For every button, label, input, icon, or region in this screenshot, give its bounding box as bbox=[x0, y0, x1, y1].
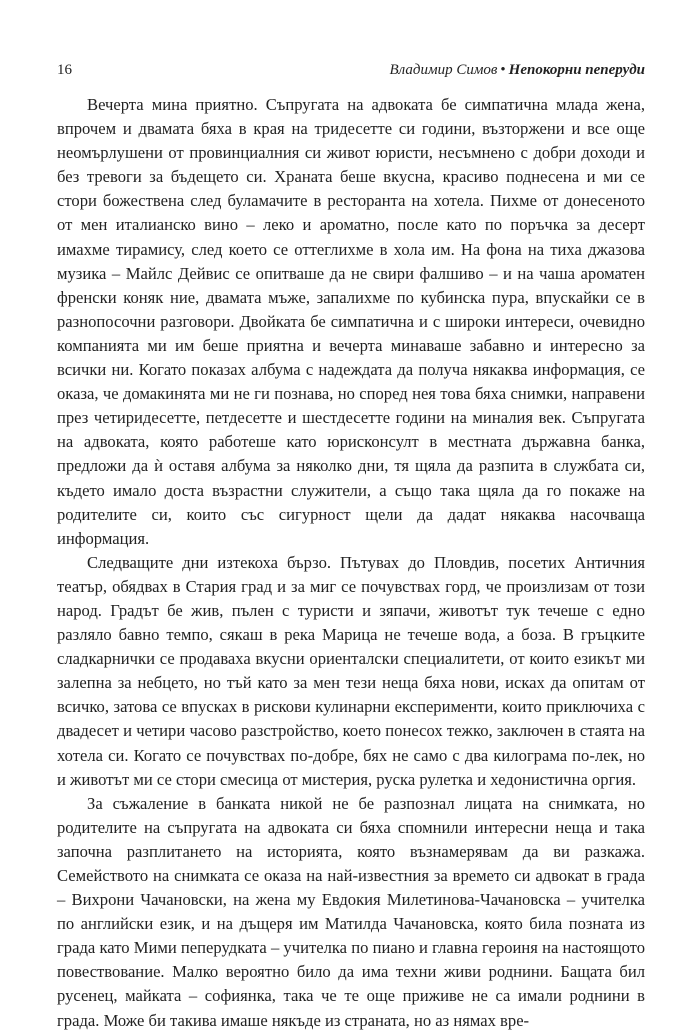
book-title: Непокорни пеперуди bbox=[508, 62, 645, 78]
paragraph: За съжаление в банката никой не бе разпознал лицата на снимката, но родителите на съпругата на адвоката си бяха спомнили интересни неща и така започна разплитането на историята, която възнамерявам да ви разкажа. Семейството на снимката се оказа на най-известния за времето си адвокат в града – Вихрони Чачановски, на жена му Евдокия Милетинова-Чачановска – учителка по английски език, и на дъщеря им Матилда Чачановска, която била позната из града като Мими пеперудката – учителка по пиано и главна героиня на настоящото повествование. Малко вероятно било да има техни живи роднини. Бащата бил русенец, майката – софиянка, така че те още приживе не са имали роднини в града. Може би такива имаше някъде из страната, но аз нямах вре- bbox=[57, 793, 645, 1030]
body-text bbox=[57, 93, 645, 1033]
paragraph: Следващите дни изтекоха бързо. Пътувах до Пловдив, посетих Античния театър, обядвах в Стария град и за миг се почувствах горд, че произлизам от този народ. Градът бе жив, пълен с туристи и зяпачи, животът тук течеше с едно разляло бавно темпо, сякаш в река Марица не течеше вода, а боза. В гръцките сладкарнички се продаваха вкусни ориенталски специалитети, от които езикът ми залепна за небцето, но тъй като за мен тези неща бяха нови, исках да опитам от всичко, затова се впусках в рискови кулинарни експерименти, които приключиха с двадесет и четири часово разстройство, което понесох тежко, заключен в стаята на хотела си. Когато се почувствах по-добре, бях не само с два килограма по-лек, но и животът ми се стори смесица от мистерия, руска рулетка и хедонистична оргия. bbox=[57, 552, 645, 789]
book-page bbox=[57, 60, 645, 1033]
header-separator: • bbox=[500, 62, 506, 78]
header-author-title bbox=[390, 60, 645, 80]
author-name: Владимир Симов bbox=[389, 62, 498, 78]
paragraph: Вечерта мина приятно. Съпругата на адвоката бе симпатична млада жена, впрочем и двамата бяха в края на тридесетте си години, възторжени и все още неомърлушени от провинциалния си живот юристи, несъмнено с добри доходи и без тревоги за бъдещето си. Храната беше вкусна, красиво поднесена и ми се стори божествена след буламачите в ресторанта на хотела. Пихме от донесеното от мен италианско вино – леко и ароматно, после като по поръчка за десерт имахме тирамису, след което се оттеглихме в хола им. На фона на тиха джазова музика – Майлс Дейвис се опитваше да не свири фалшиво – и на чаша ароматен френски коняк ние, двамата мъже, запалихме по кубинска пура, впускайки се в разнопосочни разговори. Двойката бе симпатична и с широки интереси, очевидно компанията ми им беше приятна и вечерта минаваше забавно и интересно за всички ни. Когато показах албума с надеждата да получа някаква информация, се оказа, че домакинята ми не ги познава, но според нея това бяха снимки, направени през четиридесетте, петдесетте и шестдесетте години на миналия век. Съпругата на адвоката, която работеше като юрисконсулт в местната държавна банка, предложи да ѝ оставя албума за няколко дни, тя щяла да разпита в службата си, където имало доста възрастни служители, а също така щяла да го покаже на родителите си, които със сигурност щели да дадат някаква насочваща информация. bbox=[57, 95, 645, 548]
running-header bbox=[57, 60, 645, 80]
page-number: 16 bbox=[57, 62, 72, 78]
